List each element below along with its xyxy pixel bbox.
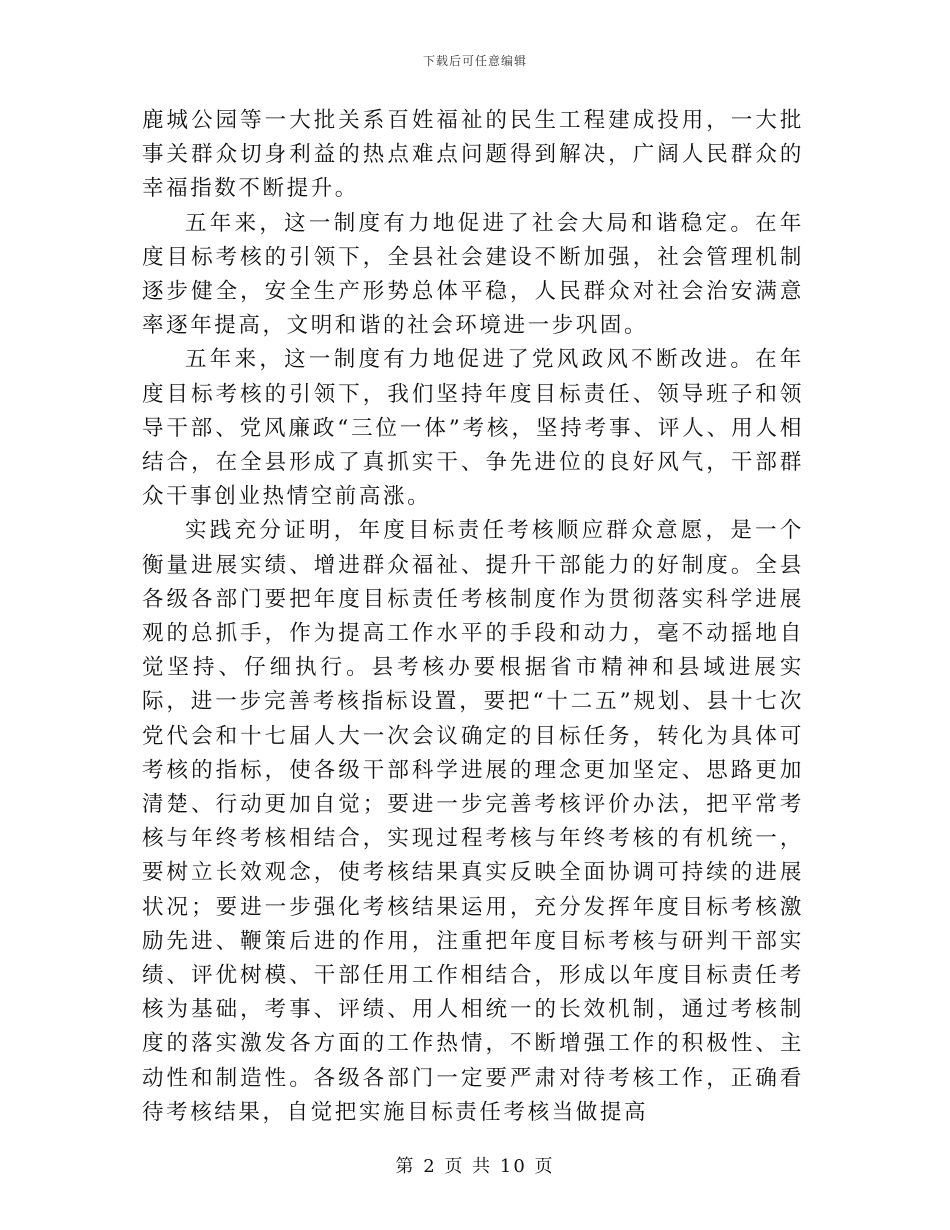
page-number-footer [0,1152,950,1178]
page-suffix: 页 [534,1156,555,1177]
paragraph-3: 五年来，这一制度有力地促进了党风政风不断改进。在年度目标考核的引领下，我们坚持年度目标责任、领导班子和领导干部、党风廉政“三位一体”考核，坚持考事、评人、用人相结合，在全县形成了真抓实干、争先进位的良好风气，干部群众干事创业热情空前高涨。 [142,347,804,510]
page-current: 2 [423,1156,437,1177]
document-body [142,104,804,1130]
page-prefix: 第 [395,1156,416,1177]
page-header-note: 下载后可任意编辑 [422,54,527,68]
paragraph-2: 五年来，这一制度有力地促进了社会大局和谐稳定。在年度目标考核的引领下，全县社会建设不断加强，社会管理机制逐步健全，安全生产形势总体平稳，人民群众对社会治安满意率逐年提高，文明和谐的社会环境进一步巩固。 [142,210,804,339]
page-total: 10 [499,1156,527,1177]
paragraph-4: 实践充分证明，年度目标责任考核顺应群众意愿，是一个衡量进展实绩、增进群众福祉、提升干部能力的好制度。全县各级各部门要把年度目标责任考核制度作为贯彻落实科学进展观的总抓手，作为提高工作水平的手段和动力，毫不动摇地自觉坚持、仔细执行。县考核办要根据省市精神和县域进展实际，进一步完善考核指标设置，要把“十二五”规划、县十七次党代会和十七届人大一次会议确定的目标任务，转化为具体可考核的指标，使各级干部科学进展的理念更加坚定、思路更加清楚、行动更加自觉；要进一步完善考核评价办法，把平常考核与年终考核相结合，实现过程考核与年终考核的有机统一，要树立长效观念，使考核结果真实反映全面协调可持续的进展状况；要进一步强化考核结果运用，充分发挥年度目标考核激励先进、鞭策后进的作用，注重把年度目标考核与研判干部实绩、评优树模、干部任用工作相结合，形成以年度目标责任考核为基础，考事、评绩、用人相统一的长效机制，通过考核制度的落实激发各方面的工作热情，不断增强工作的积极性、主动性和制造性。各级各部门一定要严肃对待考核工作，正确看待考核结果，自觉把实施目标责任考核当做提高 [142,518,804,1125]
paragraph-1: 鹿城公园等一大批关系百姓福祉的民生工程建成投用，一大批事关群众切身利益的热点难点问题得到解决，广阔人民群众的幸福指数不断提升。 [142,108,804,202]
page-middle: 页 共 [444,1156,493,1177]
